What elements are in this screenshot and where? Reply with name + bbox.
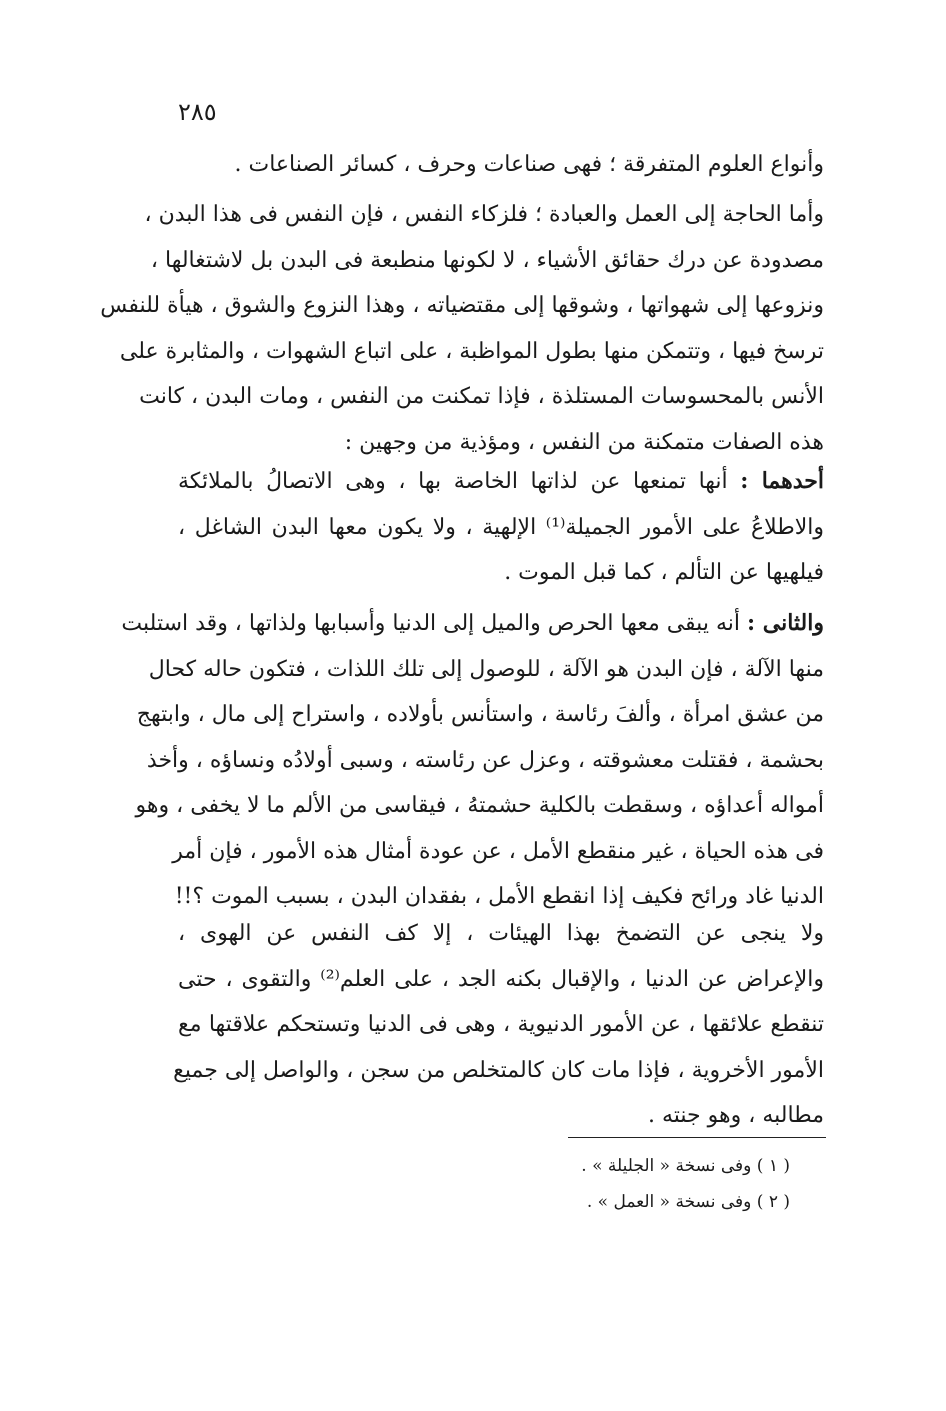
text-line: أمواله أعداؤه ، وسقطت بالكلية حشمتهُ ، فيقاسى من الألم ما لا يخفى ، وهو	[135, 793, 824, 818]
text-line: تنقطع علائقها ، عن الأمور الدنيوية ، وهى فى الدنيا وتستحكم علاقتها مع	[178, 1012, 824, 1037]
footnotes	[400, 1148, 790, 1220]
text-line: ولا ينجى عن التضمخ بهذا الهيئات ، إلا كف النفس عن الهوى ،	[178, 921, 824, 946]
text-line-rest: أنه يبقى معها الحرص والميل إلى الدنيا وأسبابها ولذاتها ، وقد استلبت	[121, 611, 740, 636]
footnote-1: ( ١ ) وفى نسخة « الجليلة » .	[581, 1156, 790, 1176]
text-line: الأمور الأخروية ، فإذا مات كان كالمتخلص من سجن ، والواصل إلى جميع	[173, 1057, 824, 1083]
text-line: مطالبه ، وهو جنته .	[648, 1103, 824, 1128]
text-line: ترسخ فيها ، وتتمكن منها بطول المواظبة ، على اتباع الشهوات ، والمثابرة على	[119, 338, 824, 364]
text-line: وأما الحاجة إلى العمل والعبادة ؛ فلزكاء النفس ، فإن النفس فى هذا البدن ،	[144, 202, 824, 227]
text-line: من عشق امرأة ، وألفَ رئاسة ، واستأنس بأولاده ، واستراح إلى مال ، وابتهج	[136, 702, 824, 727]
text-line: الدنيا غاد ورائح فكيف إذا انقطع الأمل ، بفقدان البدن ، بسبب الموت ؟!!	[174, 884, 824, 909]
footnote-divider	[568, 1137, 826, 1138]
text-line: وأنواع العلوم المتفرقة ؛ فهى صناعات وحرف ، كسائر الصناعات .	[234, 152, 824, 177]
paragraph-second-aspect	[121, 601, 824, 920]
paragraph-lead: أحدهما :	[740, 468, 824, 494]
paragraph-continuation	[178, 142, 824, 188]
footnote-2: ( ٢ ) وفى نسخة « العمل » .	[586, 1192, 790, 1212]
text-line: منها الآلة ، فإن البدن هو الآلة ، للوصول إلى تلك اللذات ، فتكون حاله كحال	[148, 656, 824, 682]
paragraph-lead: والثانى :	[746, 610, 824, 636]
text-line: بحشمة ، فقتلت معشوقته ، وعزل عن رئاسته ، وسبى أولادُه ونساؤه ، وأخذ	[146, 747, 824, 773]
page-number: ٢٨٥	[178, 98, 217, 126]
text-line: والاطلاعُ على الأمور الجميلة⁽¹⁾ الإلهية ، ولا يكون معها البدن الشاغل ،	[178, 514, 825, 540]
text-line	[178, 459, 824, 505]
text-line: الأنس بالمحسوسات المستلذة ، فإذا تمكنت من النفس ، ومات البدن ، كانت	[139, 384, 824, 409]
text-line: هذه الصفات متمكنة من النفس ، ومؤذية من وجهين :	[344, 429, 824, 455]
paragraph-deliverance	[173, 911, 824, 1139]
text-line	[121, 601, 824, 647]
text-line: مصدودة عن درك حقائق الأشياء ، لا لكونها منطبعة فى البدن بل لاشتغالها ،	[150, 247, 824, 273]
text-line-rest: أنها تمنعها عن لذاتها الخاصة بها ، وهى الاتصالُ بالملائكة	[178, 469, 728, 494]
paragraph-first-aspect	[178, 459, 824, 596]
text-line: فيلهيها عن التألم ، كما قبل الموت .	[504, 560, 824, 585]
text-line: فى هذه الحياة ، غير منقطع الأمل ، عن عودة أمثال هذه الأمور ، فإن أمر	[172, 838, 824, 864]
text-line: والإعراض عن الدنيا ، والإقبال بكنه الجد ، على العلم⁽²⁾ والتقوى ، حتى	[178, 966, 824, 992]
paragraph-need-for-work	[100, 192, 824, 465]
text-line: ونزوعها إلى شهواتها ، وشوقها إلى مقتضياته ، وهذا النزوع والشوق ، هيأة للنفس	[100, 293, 824, 318]
